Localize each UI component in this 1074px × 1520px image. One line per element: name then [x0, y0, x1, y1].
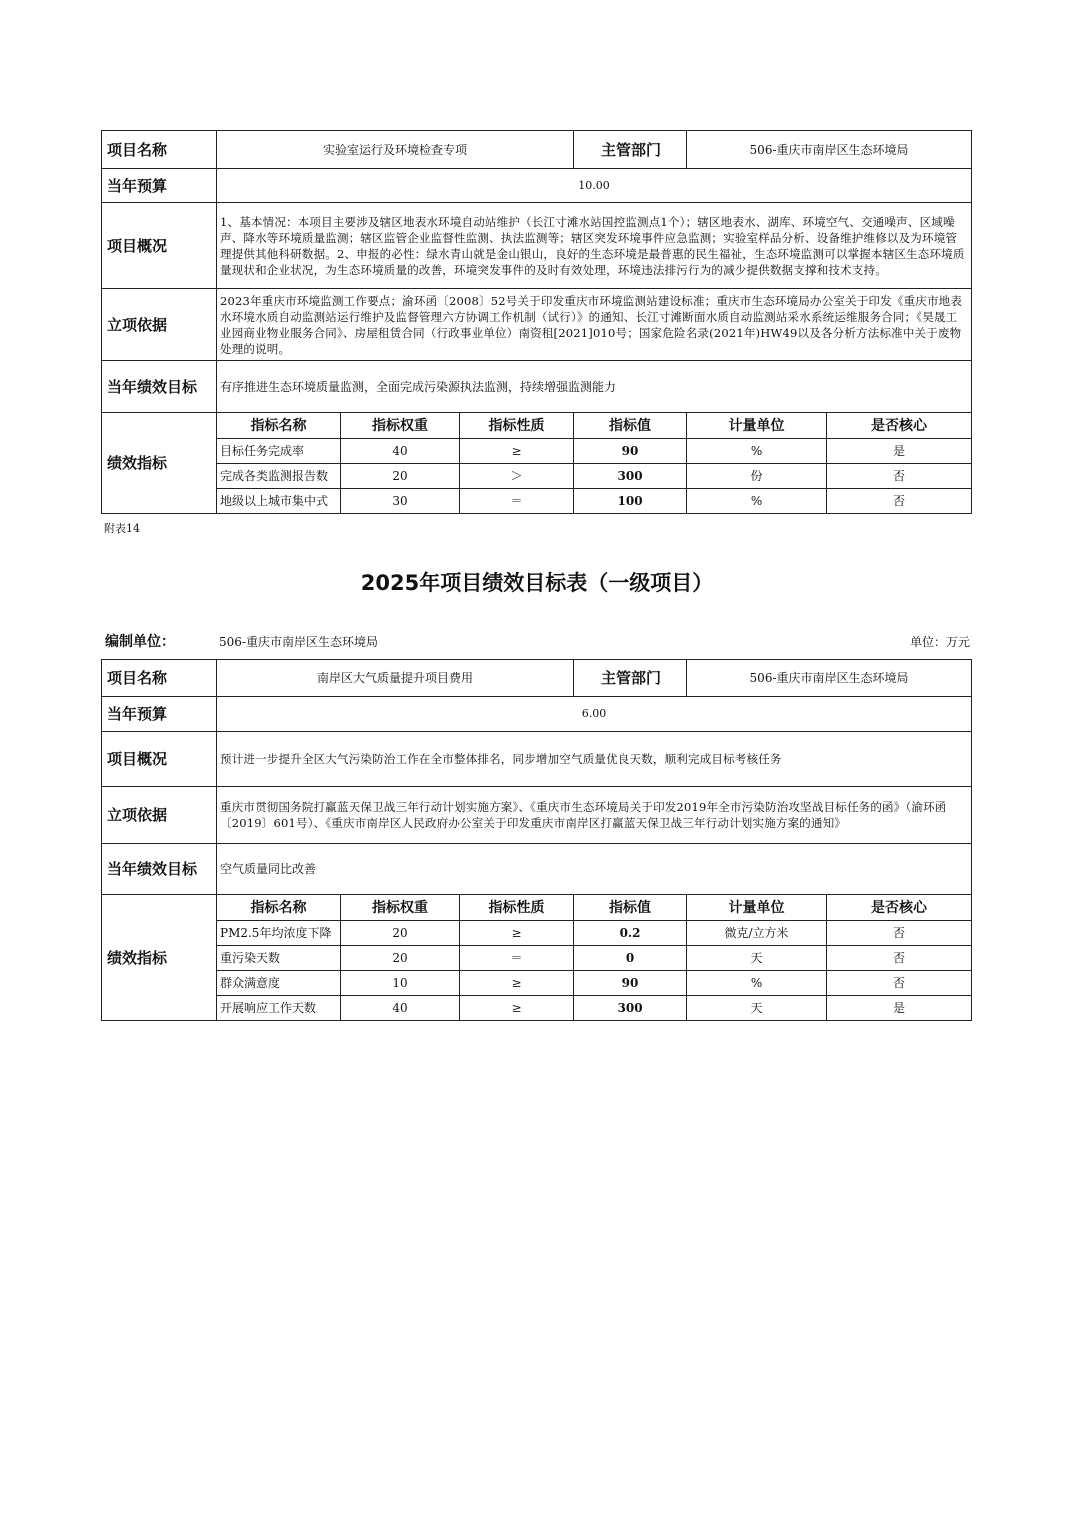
label-indicators: 绩效指标: [102, 895, 217, 1021]
indicator-value: 0.2: [574, 921, 687, 946]
table-row: [102, 489, 972, 514]
label-overview: 项目概况: [102, 203, 217, 289]
label-budget: 当年预算: [102, 697, 217, 732]
indicator-value: 90: [574, 971, 687, 996]
header-weight: 指标权重: [341, 413, 460, 439]
indicator-unit: 天: [687, 996, 827, 1021]
currency-unit: 单位：万元: [909, 635, 970, 649]
header-core: 是否核心: [827, 895, 972, 921]
header-indicator-name: 指标名称: [217, 413, 341, 439]
compiling-unit-value: 506-重庆市南岸区生态环境局: [219, 635, 378, 649]
basis-text: 重庆市贯彻国务院打赢蓝天保卫战三年行动计划实施方案》、《重庆市生态环境局关于印发2019年全市污染防治攻坚战目标任务的函》（渝环函〔2019〕601号）、《重庆市南岸区人民政府办公室关于印发重庆市南岸区打赢蓝天保卫战三年行动计划实施方案的通知》: [217, 787, 972, 844]
label-project-name: 项目名称: [102, 660, 217, 697]
indicator-nature: ≥: [460, 996, 574, 1021]
goal-text: 空气质量同比改善: [217, 844, 972, 895]
indicator-weight: 10: [341, 971, 460, 996]
label-dept: 主管部门: [574, 660, 687, 697]
label-basis: 立项依据: [102, 289, 217, 361]
label-indicators: 绩效指标: [102, 413, 217, 514]
indicator-core: 是: [827, 996, 972, 1021]
indicator-name: 完成各类监测报告数: [217, 464, 341, 489]
overview-text: 预计进一步提升全区大气污染防治工作在全市整体排名，同步增加空气质量优良天数，顺利完成目标考核任务: [217, 732, 972, 787]
header-weight: 指标权重: [341, 895, 460, 921]
header-value: 指标值: [574, 413, 687, 439]
budget-value: 10.00: [217, 169, 972, 203]
indicator-weight: 30: [341, 489, 460, 514]
project-table-2: [101, 659, 972, 1021]
basis-text: 2023年重庆市环境监测工作要点；渝环函〔2008〕52号关于印发重庆市环境监测站建设标准；重庆市生态环境局办公室关于印发《重庆市地表水环境水质自动监测站运行维护及监督管理六方协调工作机制（试行）》的通知、长江寸滩断面水质自动监测站采水系统运维服务合同；《昊晟工业园商业物业服务合同》、房屋租赁合同（行政事业单位）南资租[2021]010号；国家危险名录(2021年)HW49以及各分析方法标准中关于废物处理的说明。: [217, 289, 972, 361]
project-name-value: 南岸区大气质量提升项目费用: [217, 660, 574, 697]
goal-text: 有序推进生态环境质量监测，全面完成污染源执法监测，持续增强监测能力: [217, 361, 972, 413]
indicator-unit: 份: [687, 464, 827, 489]
project-name-value: 实验室运行及环境检查专项: [217, 131, 574, 169]
indicator-weight: 20: [341, 464, 460, 489]
indicator-weight: 20: [341, 921, 460, 946]
compiling-unit-label: 编制单位：: [105, 634, 175, 650]
table-row: [102, 439, 972, 464]
header-unit: 计量单位: [687, 895, 827, 921]
indicator-name: 开展响应工作天数: [217, 996, 341, 1021]
indicator-weight: 40: [341, 439, 460, 464]
dept-value: 506-重庆市南岸区生态环境局: [687, 660, 972, 697]
indicator-value: 100: [574, 489, 687, 514]
indicator-value: 90: [574, 439, 687, 464]
indicator-unit: 天: [687, 946, 827, 971]
header-value: 指标值: [574, 895, 687, 921]
page-title: 2025年项目绩效目标表（一级项目）: [360, 571, 714, 595]
label-goal: 当年绩效目标: [102, 844, 217, 895]
indicator-nature: ＞: [460, 464, 574, 489]
overview-text: 1、基本情况：本项目主要涉及辖区地表水环境自动站维护（长江寸滩水站国控监测点1个）；辖区地表水、湖库、环境空气、交通噪声、区域噪声、降水等环境质量监测；辖区监管企业监督性监测、执法监测等；辖区突发环境事件应急监测；实验室样品分析、设备维护维修以及为环境管理提供其他科研数据。2、申报的必性：绿水青山就是金山银山，良好的生态环境是最普惠的民生福祉，生态环境监测可以掌握本辖区生态环境质量现状和企业状况，为生态环境质量的改善，环境突发事件的及时有效处理，环境违法排污行为的减少提供数据支撑和技术支持。: [217, 203, 972, 289]
indicator-unit: 微克/立方米: [687, 921, 827, 946]
header-nature: 指标性质: [460, 413, 574, 439]
label-basis: 立项依据: [102, 787, 217, 844]
label-dept: 主管部门: [574, 131, 687, 169]
table-row: [102, 971, 972, 996]
dept-value: 506-重庆市南岸区生态环境局: [687, 131, 972, 169]
label-budget: 当年预算: [102, 169, 217, 203]
indicator-core: 否: [827, 489, 972, 514]
indicator-value: 0: [574, 946, 687, 971]
indicator-value: 300: [574, 464, 687, 489]
appendix-note: 附表14: [104, 522, 140, 535]
indicator-weight: 20: [341, 946, 460, 971]
indicator-unit: %: [687, 489, 827, 514]
budget-value: 6.00: [217, 697, 972, 732]
indicator-core: 否: [827, 946, 972, 971]
indicator-nature: ＝: [460, 489, 574, 514]
indicator-value: 300: [574, 996, 687, 1021]
label-goal: 当年绩效目标: [102, 361, 217, 413]
indicator-name: 群众满意度: [217, 971, 341, 996]
table-row: [102, 996, 972, 1021]
indicator-nature: ≥: [460, 921, 574, 946]
indicator-nature: ≥: [460, 971, 574, 996]
header-nature: 指标性质: [460, 895, 574, 921]
indicator-name: 目标任务完成率: [217, 439, 341, 464]
compiling-unit-line: [105, 631, 970, 651]
indicator-nature: ＝: [460, 946, 574, 971]
indicator-name: 地级以上城市集中式: [217, 489, 341, 514]
header-unit: 计量单位: [687, 413, 827, 439]
indicator-name: PM2.5年均浓度下降: [217, 921, 341, 946]
indicator-core: 否: [827, 921, 972, 946]
table-row: [102, 464, 972, 489]
project-table-1: [101, 130, 972, 514]
indicator-weight: 40: [341, 996, 460, 1021]
header-indicator-name: 指标名称: [217, 895, 341, 921]
indicator-unit: %: [687, 971, 827, 996]
indicator-nature: ≥: [460, 439, 574, 464]
indicator-core: 是: [827, 439, 972, 464]
label-project-name: 项目名称: [102, 131, 217, 169]
indicator-name: 重污染天数: [217, 946, 341, 971]
table-row: [102, 946, 972, 971]
indicator-core: 否: [827, 971, 972, 996]
header-core: 是否核心: [827, 413, 972, 439]
table-row: [102, 921, 972, 946]
indicator-unit: %: [687, 439, 827, 464]
indicator-core: 否: [827, 464, 972, 489]
label-overview: 项目概况: [102, 732, 217, 787]
